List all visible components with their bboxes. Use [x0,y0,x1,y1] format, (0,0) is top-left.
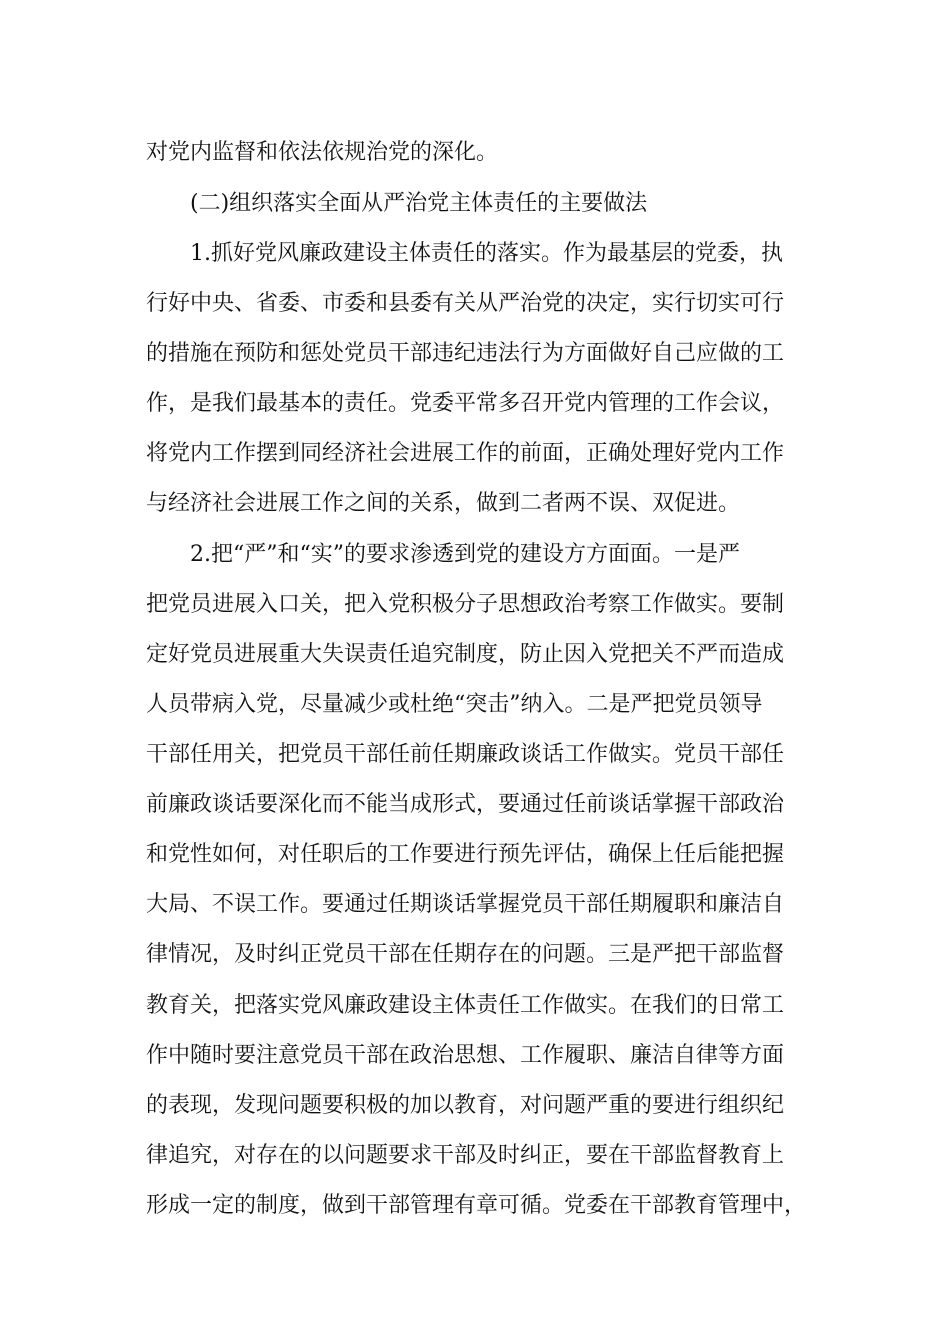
paragraph-line: 将党内工作摆到同经济社会进展工作的前面，正确处理好党内工作 [146,441,785,466]
paragraph-line: 定好党员进展重大失误责任追究制度，防止因入党把关不严而造成 [146,642,785,667]
paragraph-line: 的措施在预防和惩处党员干部违纪违法行为方面做好自己应做的工 [146,341,785,366]
paragraph-line: 作中随时要注意党员干部在政治思想、工作履职、廉洁自律等方面 [146,1043,785,1068]
paragraph-line: 形成一定的制度，做到干部管理有章可循。党委在干部教育管理中， [146,1193,807,1218]
paragraph-line: 的表现，发现问题要积极的加以教育，对问题严重的要进行组织纪 [146,1093,785,1118]
paragraph-line: 行好中央、省委、市委和县委有关从严治党的决定，实行切实可行 [146,291,785,316]
paragraph-line: 前廉政谈话要深化而不能当成形式，要通过任前谈话掌握干部政治 [146,792,785,817]
paragraph-line: 干部任用关，把党员干部任前任期廉政谈话工作做实。党员干部任 [146,742,785,767]
paragraph-line: 对党内监督和依法依规治党的深化。 [146,140,499,165]
paragraph-line: 律追究，对存在的以问题要求干部及时纠正，要在干部监督教育上 [146,1143,785,1168]
paragraph-line: 2.把“严”和“实”的要求渗透到党的建设方方面面。一是严 [190,542,740,567]
paragraph-line: 教育关，把落实党风廉政建设主体责任工作做实。在我们的日常工 [146,993,785,1018]
paragraph-line: 作，是我们最基本的责任。党委平常多召开党内管理的工作会议， [146,391,785,416]
paragraph-line: 大局、不误工作。要通过任期谈话掌握党员干部任期履职和廉洁自 [146,892,785,917]
paragraph-line: 律情况，及时纠正党员干部在任期存在的问题。三是严把干部监督 [146,942,785,967]
paragraph-line: 1.抓好党风廉政建设主体责任的落实。作为最基层的党委，执 [190,241,783,266]
paragraph-line: 和党性如何，对任职后的工作要进行预先评估，确保上任后能把握 [146,842,785,867]
section-heading: (二)组织落实全面从严治党主体责任的主要做法 [190,191,648,216]
paragraph-line: 把党员进展入口关，把入党积极分子思想政治考察工作做实。要制 [146,592,785,617]
paragraph-line: 人员带病入党，尽量减少或杜绝“突击”纳入。二是严把党员领导 [146,692,763,717]
paragraph-line: 与经济社会进展工作之间的关系，做到二者两不误、双促进。 [146,491,741,516]
